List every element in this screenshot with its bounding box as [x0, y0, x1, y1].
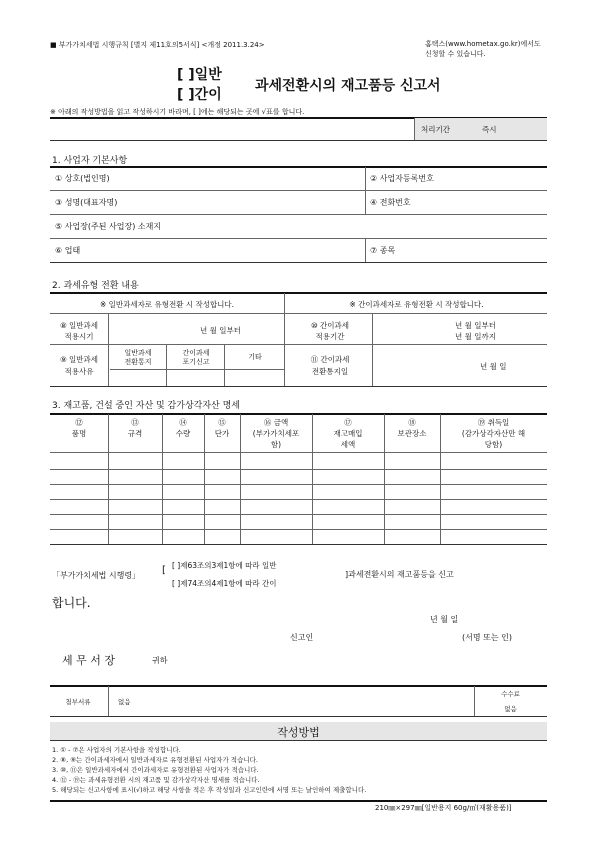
attachments-label: 첨부서류 [65, 698, 91, 706]
online-notice-line2: 신청할 수 있습니다. [425, 50, 486, 58]
field10-from[interactable]: 년 월 일부터 [455, 321, 496, 330]
processing-label: 처리기간 [421, 125, 450, 134]
line [474, 686, 475, 716]
section1-title: 1. 사업자 기본사항 [52, 156, 128, 166]
honorific: 귀하 [152, 656, 168, 665]
field9-label-b: 적용사유 [64, 367, 94, 376]
column-header-16-num: ⑯ 금액 [263, 418, 289, 427]
section2-title: 2. 과세유형 전환 내용 [52, 281, 139, 291]
field10-to[interactable]: 년 월 일까지 [455, 332, 496, 341]
column-header-12-num: ⑫ [75, 418, 83, 427]
fee-value: 없음 [504, 705, 517, 713]
declaration-option-general[interactable]: [ ]제63조의3제1항에 따라 일반 [172, 561, 277, 570]
option-simple[interactable]: [ ]간이 [177, 87, 222, 103]
line [224, 344, 225, 386]
method-item: 3. ⑩, ⑪은 일반과세자에서 간이과세자로 유형전환된 사업자가 적습니다. [52, 766, 259, 774]
method-item: 1. ① - ⑦은 사업자의 기본사항을 작성합니다. [52, 746, 181, 754]
column-header-14-l1: 수량 [175, 429, 191, 438]
line [365, 167, 366, 214]
table-row [50, 469, 547, 470]
line [166, 344, 167, 386]
processing-value: 즉시 [482, 125, 497, 134]
line [50, 716, 547, 717]
line [108, 313, 109, 386]
signature-field[interactable]: (서명 또는 인) [462, 633, 512, 642]
method-item: 5. 해당되는 신고사항에 표시(√)하고 해당 사항을 적은 후 작성일과 신고인란에 서명 또는 날인하여 제출합니다. [52, 786, 367, 794]
line [50, 800, 547, 802]
column-header-16-l1: (부가가치세포 [252, 429, 300, 438]
method-title: 작성방법 [277, 726, 320, 739]
column-header-17-num: ⑰ [344, 418, 352, 427]
line [50, 262, 547, 263]
address-label: ⑤ 사업장(주된 사업장) 소재지 [55, 222, 162, 231]
table-column-divider [204, 414, 205, 544]
field8-date[interactable]: 년 월 일부터 [200, 326, 241, 335]
bracket-open: [ [162, 565, 166, 576]
form-rule-reference: ■ 부가가치세법 시행규칙 [별지 제11호의5서식] <개정 2011.3.24> [50, 41, 265, 49]
column-header-13-l1: 규격 [127, 429, 143, 438]
column-header-18-num: ⑱ [408, 418, 416, 427]
column-header-19-l2: 당함) [484, 440, 503, 449]
section3-title: 3. 재고품, 건설 중인 자산 및 감가상각자산 명세 [52, 401, 240, 411]
declaration-tail-end: 합니다. [52, 596, 91, 610]
line [50, 190, 547, 191]
field10-label-a: ⑩ 간이과세 [310, 321, 350, 330]
table-row [50, 499, 547, 500]
line [372, 313, 373, 386]
fee-label: 수수료 [501, 690, 520, 698]
reg-no-label: ② 사업자등록번호 [370, 174, 434, 183]
declaration-date[interactable]: 년 월 일 [430, 615, 459, 624]
column-header-15-num: ⑮ [218, 418, 226, 427]
attachments-value: 없음 [118, 698, 131, 706]
column-header-17-l2: 세액 [340, 440, 356, 449]
section1-top [50, 166, 547, 168]
line [50, 344, 547, 345]
online-notice-line1: 홈택스(www.hometax.go.kr)에서도 [425, 40, 541, 48]
column-header-15-l1: 단가 [214, 429, 230, 438]
line [50, 386, 547, 387]
table-row [50, 544, 547, 545]
section3-top [50, 413, 547, 415]
field8-label-a: ⑧ 일반과세 [59, 321, 99, 330]
column-header-12-l1: 품명 [71, 429, 87, 438]
field11-date[interactable]: 년 월 일 [480, 362, 507, 371]
reason-simple-waiver-a: 간이과세 [182, 349, 210, 357]
option-general[interactable]: [ ]일반 [177, 67, 222, 83]
table-column-divider [162, 414, 163, 544]
section2-top [50, 292, 547, 294]
column-header-18-l1: 보관장소 [397, 429, 427, 438]
line [108, 686, 109, 716]
line [50, 238, 547, 239]
declaration-option-simple[interactable]: [ ]제74조의4제1항에 따라 간이 [172, 579, 277, 588]
simple-conversion-heading: ※ 간이과세자로 유형전환 시 작성합니다. [349, 300, 484, 309]
field10-label-b: 적용기간 [315, 332, 345, 341]
declaration-tail: ]과세전환시의 재고품등을 신고 [345, 570, 454, 579]
law-reference: 「부가가치세법 시행령」 [52, 571, 141, 580]
table-row [50, 514, 547, 515]
method-item: 4. ⑫ - ⑲는 과세유형전환 시의 재고품 및 감가상각자산 명세를 적습니다. [52, 776, 260, 784]
column-header-19-num: ⑲ 취득일 [477, 418, 510, 427]
method-item: 2. ⑧, ⑨는 간이과세자에서 일반과세자로 유형전환된 사업자가 적습니다. [52, 756, 258, 764]
rep-name-label: ③ 성명(대표자명) [55, 198, 118, 207]
column-header-16-l2: 함) [270, 440, 282, 449]
table-column-divider [384, 414, 385, 544]
line [50, 740, 547, 741]
table-column-divider [108, 414, 109, 544]
field9-label-a: ⑨ 일반과세 [59, 355, 99, 364]
declarant-label: 신고인 [290, 633, 314, 642]
column-header-17-l1: 재고매입 [333, 429, 363, 438]
table-column-divider [240, 414, 241, 544]
reason-general-notice-b: 전환통지 [124, 358, 152, 366]
table-row [50, 484, 547, 485]
field8-label-b: 적용시기 [64, 332, 94, 341]
line [50, 313, 547, 314]
reason-general-notice-a: 일반과세 [124, 349, 152, 357]
table-row [50, 529, 547, 530]
line [365, 238, 366, 262]
tax-office-title: 세 무 서 장 [62, 654, 115, 667]
column-header-14-num: ⑭ [179, 418, 187, 427]
reason-simple-waiver-b: 포기신고 [182, 358, 210, 366]
business-type-label: ⑥ 업태 [55, 246, 81, 255]
line [50, 214, 547, 215]
line [284, 293, 285, 386]
form-title: 과세전환시의 재고품등 신고서 [255, 78, 441, 94]
field11-label-b: 전환통지일 [311, 367, 349, 376]
general-conversion-heading: ※ 일반과세자로 유형전환 시 작성합니다. [99, 300, 235, 309]
instruction-note: ※ 아래의 작성방법을 읽고 작성하시기 바라며, [ ]에는 해당되는 곳에 √표를 합니다. [50, 108, 305, 116]
field11-label-a: ⑪ 간이과세 [310, 355, 350, 364]
column-header-19-l1: (감가상각자산만 해 [461, 429, 526, 438]
line [50, 685, 547, 687]
column-header-13-num: ⑬ [131, 418, 139, 427]
paper-spec: 210㎜×297㎜[일반용지 60g/㎡(재활용품)] [375, 804, 512, 812]
item-label: ⑦ 종목 [370, 246, 396, 255]
line [50, 140, 547, 141]
line [110, 369, 284, 370]
processing-divider [414, 118, 415, 140]
business-name-label: ① 상호(법인명) [55, 174, 110, 183]
table-header-bottom [50, 452, 547, 453]
table-column-divider [312, 414, 313, 544]
reason-other: 기타 [248, 353, 262, 361]
phone-label: ④ 전화번호 [370, 198, 411, 207]
table-column-divider [440, 414, 441, 544]
